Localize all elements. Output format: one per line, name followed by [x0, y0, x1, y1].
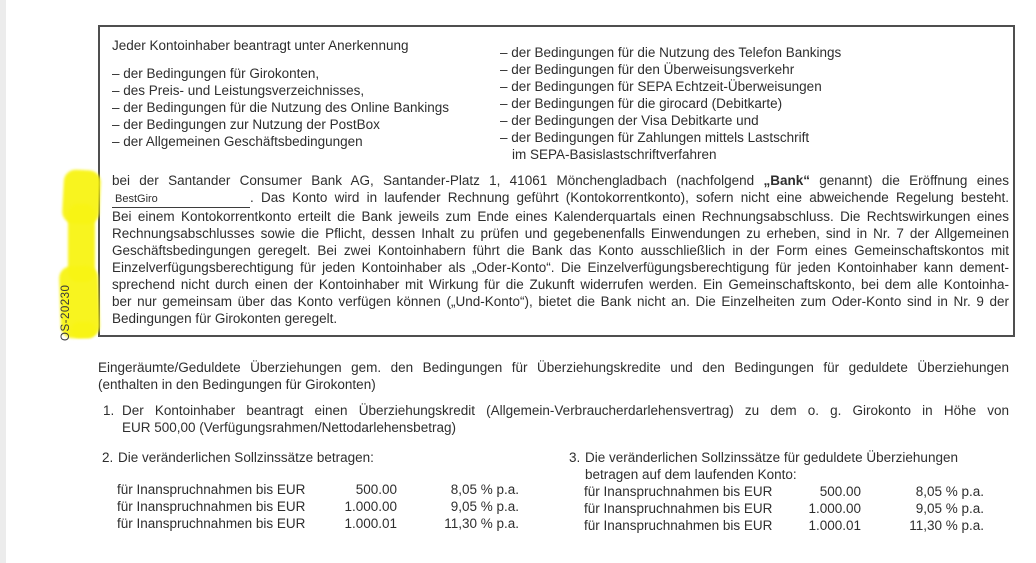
condition-item: – der Bedingungen für die Nutzung des Telefon Bankings: [500, 45, 842, 60]
row-label: für Inanspruchnahmen bis EUR: [584, 484, 773, 499]
paragraph-text: genannt) die Eröffnung eines: [819, 173, 1009, 188]
condition-item: – der Bedingungen für Girokonten,: [112, 66, 320, 81]
row-rate: 9,05 % p.a.: [915, 501, 984, 516]
row-rate: 9,05 % p.a.: [450, 499, 519, 514]
row-label: für Inanspruchnahmen bis EUR: [584, 501, 773, 516]
condition-item: – der Bedingungen der Visa Debitkarte und: [500, 113, 759, 128]
paragraph-text: bei der Santander Consumer Bank AG, Santander-Platz 1, 41061 Mönchengladbach (nachfolgend: [112, 173, 755, 188]
table-row: [117, 498, 522, 515]
row-label: für Inanspruchnahmen bis EUR: [117, 482, 306, 497]
row-amount: 500.00: [355, 482, 397, 497]
row-rate: 11,30 % p.a.: [444, 516, 519, 531]
row-amount: 1.000.01: [808, 518, 861, 533]
paragraph-line: Bei einem Kontokorrentkonto erteilt die Bank jeweils zum Ende eines Kalenderquartals einen Rechnungsabschluss. Die Rechtswirkungen eines: [112, 209, 1009, 224]
item-title: [565, 449, 1013, 483]
conditions-list-left: [112, 65, 449, 150]
table-row: [584, 517, 1013, 534]
account-type-value: BestGiro: [115, 193, 158, 205]
item-text-line: Der Kontoinhaber beantragt einen Überziehungskredit (Allgemein-Verbraucherdarlehensvertrag) zu dem o. g. Girokonto in Höhe von: [122, 403, 1009, 418]
paragraph-line: Rechnungsabschlusses sowie die Pflicht, dessen Inhalt zu prüfen und gegebenenfalls Einwendungen zu erheben, sind in Nr. 7 der Allgemeinen: [112, 226, 1009, 241]
conditions-list-right: [500, 44, 841, 163]
bank-term-bold: „Bank“: [763, 173, 810, 188]
overdraft-item-1: [98, 402, 1009, 436]
item-number: 2.: [102, 450, 114, 465]
item-title-line: Die veränderlichen Sollzinssätze für geduldete Überziehungen: [585, 450, 958, 465]
paragraph-line: Bedingungen für Girokonten geregelt.: [112, 311, 338, 326]
item-body: [122, 402, 1009, 436]
item-title-text: Die veränderlichen Sollzinssätze betragen:: [118, 450, 374, 465]
row-rate: 8,05 % p.a.: [450, 482, 519, 497]
row-amount: 1.000.01: [344, 516, 397, 531]
table-row: [117, 515, 522, 532]
item-number: 1.: [103, 403, 115, 418]
form-code-stamp: OS-20230: [60, 284, 72, 341]
condition-item: – der Bedingungen für die Nutzung des Online Bankings: [112, 100, 449, 115]
row-label: für Inanspruchnahmen bis EUR: [117, 499, 306, 514]
row-amount: 1.000.00: [344, 499, 397, 514]
condition-item: – der Bedingungen für die girocard (Debitkarte): [500, 96, 783, 111]
interest-rate-table: [98, 481, 522, 532]
condition-item-continuation: im SEPA-Basislastschriftverfahren: [512, 147, 717, 162]
item-title: [98, 449, 522, 466]
item-text-line: EUR 500,00 (Verfügungsrahmen/Nettodarlehensbetrag): [122, 420, 456, 435]
agreement-intro: Jeder Kontoinhaber beantragt unter Anerkennung: [112, 38, 409, 53]
row-amount: 1.000.00: [808, 501, 861, 516]
overdraft-item-3: [565, 449, 1013, 534]
table-row: [584, 483, 1013, 500]
page-edge-shade: [0, 0, 6, 563]
row-rate: 8,05 % p.a.: [915, 484, 984, 499]
paragraph-text: . Das Konto wird in laufender Rechnung geführt (Kontokorrentkonto), sofern nicht eine abweichende Regelung besteht.: [250, 190, 1009, 205]
condition-item: – der Bedingungen für Zahlungen mittels Lastschrift: [500, 130, 810, 145]
condition-item: – der Bedingungen zur Nutzung der PostBox: [112, 117, 380, 132]
condition-item: – der Allgemeinen Geschäftsbedingungen: [112, 134, 363, 149]
agreement-box: [98, 25, 1015, 337]
table-row: [117, 481, 522, 498]
overdraft-item-2: [98, 449, 522, 532]
row-rate: 11,30 % p.a.: [909, 518, 984, 533]
condition-item: – der Bedingungen für SEPA Echtzeit-Überweisungen: [500, 79, 822, 94]
overdraft-heading-line2: (enthalten in den Bedingungen für Girokonten): [98, 377, 376, 392]
table-row: [584, 500, 1013, 517]
item-title-text: [585, 449, 1013, 483]
overdraft-heading-line1: Eingeräumte/Geduldete Überziehungen gem. den Bedingungen für Überziehungskredite und den Bedingungen für geduldete Überziehungen: [98, 360, 1009, 375]
paragraph-line: Einzelverfügungsberechtigung für jeden Kontoinhaber als „Oder-Konto“. Die Einzelverfügungsberechtigung für jeden Kontoinhaber kann dement-: [112, 260, 1009, 275]
paragraph-line: [112, 172, 1009, 189]
condition-item: – der Bedingungen für den Überweisungsverkehr: [500, 62, 795, 77]
row-amount: 500.00: [819, 484, 861, 499]
row-label: für Inanspruchnahmen bis EUR: [584, 518, 773, 533]
paragraph-line: [112, 189, 1009, 208]
agreement-paragraph: [112, 172, 1009, 327]
paragraph-line: ber nur gemeinsam über das Konto verfügen können („Und-Konto“), bietet die Bank nicht an. Die Einzelheiten zum Oder-Konto sind in Nr. 9 der: [112, 294, 1009, 309]
row-label: für Inanspruchnahmen bis EUR: [117, 516, 306, 531]
interest-rate-table: [565, 483, 1013, 534]
condition-item: – des Preis- und Leistungsverzeichnisses,: [112, 83, 365, 98]
paragraph-line: sprechend nicht durch einen der Kontoinhaber mit Wirkung für die Zukunft widerrufen werden. Ein Gemeinschaftskonto, bei dem alle Kontoinha-: [112, 277, 1009, 292]
account-type-field[interactable]: [112, 193, 250, 208]
item-number: 3.: [569, 450, 581, 465]
item-title-line: betragen auf dem laufenden Konto:: [585, 467, 797, 482]
paragraph-line: Geschäftsbedingungen geregelt. Bei zwei Kontoinhabern führt die Bank das Konto ausschließlich in der Form eines Gemeinschaftskontos mit: [112, 243, 1009, 258]
